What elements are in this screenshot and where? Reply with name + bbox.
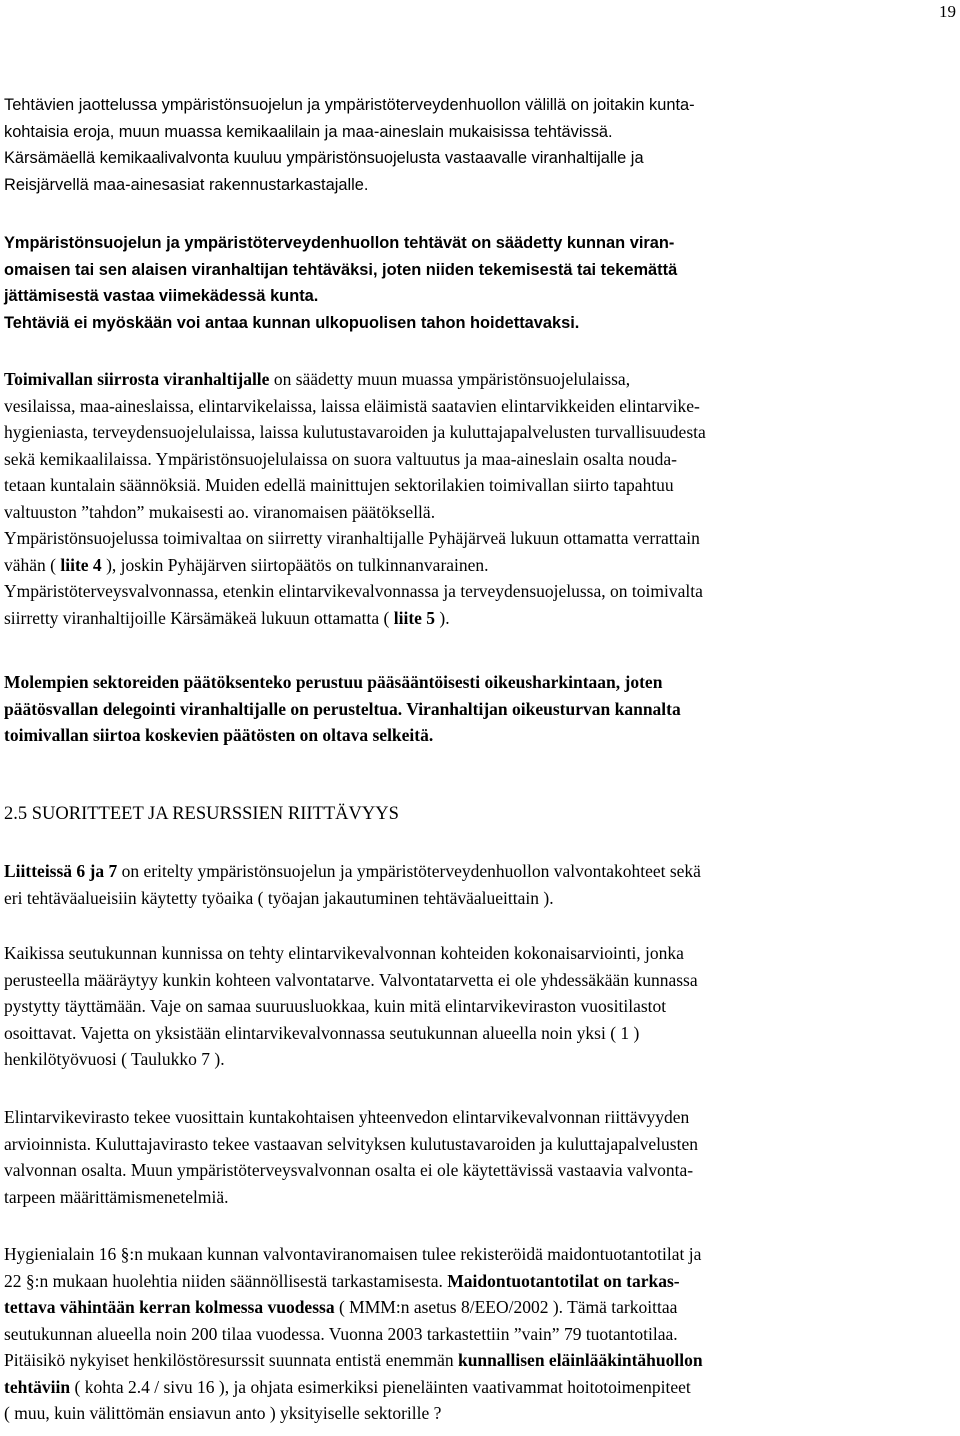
text-line: Hygienialain 16 §:n mukaan kunnan valvontaviranomaisen tulee rekisteröidä maidontuotantotilat ja [4,1244,702,1264]
paragraph-task-division [4,92,952,198]
text-line: vesilaissa, maa-aineslaissa, elintarvikelaissa, laissa eläimistä saatavien elintarvikkeiden elintarvike- [4,395,700,416]
appendix-ref: Liitteissä 6 ja 7 [4,861,118,881]
text-line: Ympäristönsuojelun ja ympäristöterveydenhuollon tehtävät on säädetty kunnan viran- [4,234,675,252]
page-number: 19 [939,2,956,21]
text-line: eri tehtäväalueisiin käytetty työaika ( työajan jakautuminen tehtäväalueittain ). [4,887,554,908]
text-line: perusteella määräytyy kunkin kohteen valvontatarve. Valvontatarvetta ei ole yhdessäkään kunnassa [4,969,698,990]
text-line: Elintarvikevirasto tekee vuosittain kuntakohtaisen yhteenvedon elintarvikevalvonnan riittävyyden [4,1107,690,1127]
text-line: jättämisestä vastaa viimekädessä kunta. [4,287,319,305]
text-line: Pitäisikö nykyiset henkilöstöresurssit suunnata entistä enemmän kunnallisen eläinlääkintähuollon [4,1350,703,1370]
text-line: vähän ( liite 4 ), joskin Pyhäjärven siirtopäätös on tulkinnanvarainen. [4,554,489,575]
text-line: tetaan kuntalain säännöksiä. Muiden edellä mainittujen sektorilakien toimivallan siirto tapahtuu [4,475,674,495]
text-line: omaisen tai sen alaisen viranhaltijan tehtäväksi, joten niiden tekemisestä tai tekemättä [4,260,678,279]
bold-phrase: kunnallisen eläinlääkintähuollon [457,1350,703,1370]
paragraph-agency-summaries [4,1104,952,1210]
text-line: tehtäviin ( kohta 2.4 / sivu 16 ), ja ohjata esimerkiksi pieneläinten vaativammat hoitotoimenpiteet [4,1376,691,1397]
section-heading: 2.5 SUORITTEET JA RESURSSIEN RIITTÄVYYS [4,804,399,824]
paragraph-appendices [4,858,952,911]
text-line: tarpeen määrittämismenetelmiä. [4,1186,229,1207]
bold-phrase: tettava vähintään kerran kolmessa vuodessa [4,1297,335,1317]
text-line: Liitteissä 6 ja 7 on eritelty ympäristönsuojelun ja ympäristöterveydenhuollon valvontakohteet sekä [4,861,701,881]
text-line: ( muu, kuin välittömän ensiavun anto ) yksityiselle sektorille ? [4,1403,442,1423]
text-line: tettava vähintään kerran kolmessa vuodessa ( MMM:n asetus 8/EEO/2002 ). Tämä tarkoittaa [4,1297,678,1317]
bold-phrase: tehtäviin [4,1376,71,1397]
text-line: osoittavat. Vajetta on yksistään elintarvikevalvonnassa seutukunnan alueella noin yksi ( 1 ) [4,1022,640,1043]
appendix-ref: liite 5 [393,607,436,628]
text-line: hygieniasta, terveydensuojelulaissa, laissa kulutustavaroiden ja kuluttajapalvelusten turvallisuudesta [4,422,706,442]
text-line: Kaikissa seutukunnan kunnissa on tehty elintarvikevalvonnan kohteiden kokonaisarviointi, jonka [4,943,684,963]
text-line: seutukunnan alueella noin 200 tilaa vuodessa. Vuonna 2003 tarkastettiin ”vain” 79 tuotantotilaa. [4,1323,678,1344]
text-line: päätösvallan delegointi viranhaltijalle on perusteltua. Viranhaltijan oikeusturvan kannalta [4,698,681,719]
paragraph-dairy-farm-inspections [4,1241,952,1427]
text-line: Reisjärvellä maa-ainesasiat rakennustarkastajalle. [4,175,369,194]
paragraph-delegation-of-authority [4,366,952,631]
paragraph-statutory-duties [4,230,952,336]
text-line: valtuuston ”tahdon” mukaisesti ao. viranomaisen päätöksellä. [4,501,436,522]
text-line: valvonnan osalta. Muun ympäristöterveysvalvonnan osalta ei ole käytettävissä vastaavia valvonta- [4,1160,694,1180]
text-line: Kärsämäellä kemikaalivalvonta kuuluu ympäristönsuojelusta vastaavalle viranhaltijalle ja [4,149,644,167]
text-line: Ympäristöterveysvalvonnassa, etenkin elintarvikevalvonnassa ja terveydensuojelussa, on toimivalta [4,581,703,601]
text-line: kohtaisia eroja, muun muassa kemikaalilain ja maa-aineslain mukaisissa tehtävissä. [4,122,613,141]
text-line: 22 §:n mukaan huolehtia niiden säännöllisestä tarkastamisesta. Maidontuotantotilat on tarkas- [4,1270,680,1291]
text-line: Ympäristönsuojelussa toimivaltaa on siirretty viranhaltijalle Pyhäjärveä lukuun ottamatta verrattain [4,528,700,548]
text-line: toimivallan siirtoa koskevien päätösten on oltava selkeitä. [4,725,434,745]
text-line: Tehtävien jaottelussa ympäristönsuojelun ja ympäristöterveydenhuollon välillä on joitakin kunta- [4,96,695,114]
text-line: siirretty viranhaltijoille Kärsämäkeä lukuun ottamatta ( liite 5 ). [4,607,450,628]
bold-phrase: Maidontuotantotilat on tarkas- [447,1270,680,1291]
text-line: pystytty täyttämään. Vaje on samaa suuruusluokkaa, kuin mitä elintarvikeviraston vuositilastot [4,996,667,1016]
text-line: Tehtäviä ei myöskään voi antaa kunnan ulkopuolisen tahon hoidettavaksi. [4,313,580,332]
text-line: Toimivallan siirrosta viranhaltijalle on säädetty muun muassa ympäristönsuojelulaissa, [4,369,631,389]
text-line: arvioinnista. Kuluttajavirasto tekee vastaavan selvityksen kulutustavaroiden ja kuluttajapalvelusten [4,1133,698,1154]
paragraph-food-control-assessment [4,940,952,1073]
text-line: henkilötyövuosi ( Taulukko 7 ). [4,1049,225,1069]
appendix-ref: liite 4 [60,554,102,575]
bold-phrase: Toimivallan siirrosta viranhaltijalle [4,369,270,389]
paragraph-decision-making [4,669,952,749]
text-line: Molempien sektoreiden päätöksenteko perustuu pääsääntöisesti oikeusharkintaan, joten [4,672,663,692]
text-line: sekä kemikaalilaissa. Ympäristönsuojelulaissa on suora valtuutus ja maa-aineslain osalta nouda- [4,448,677,469]
